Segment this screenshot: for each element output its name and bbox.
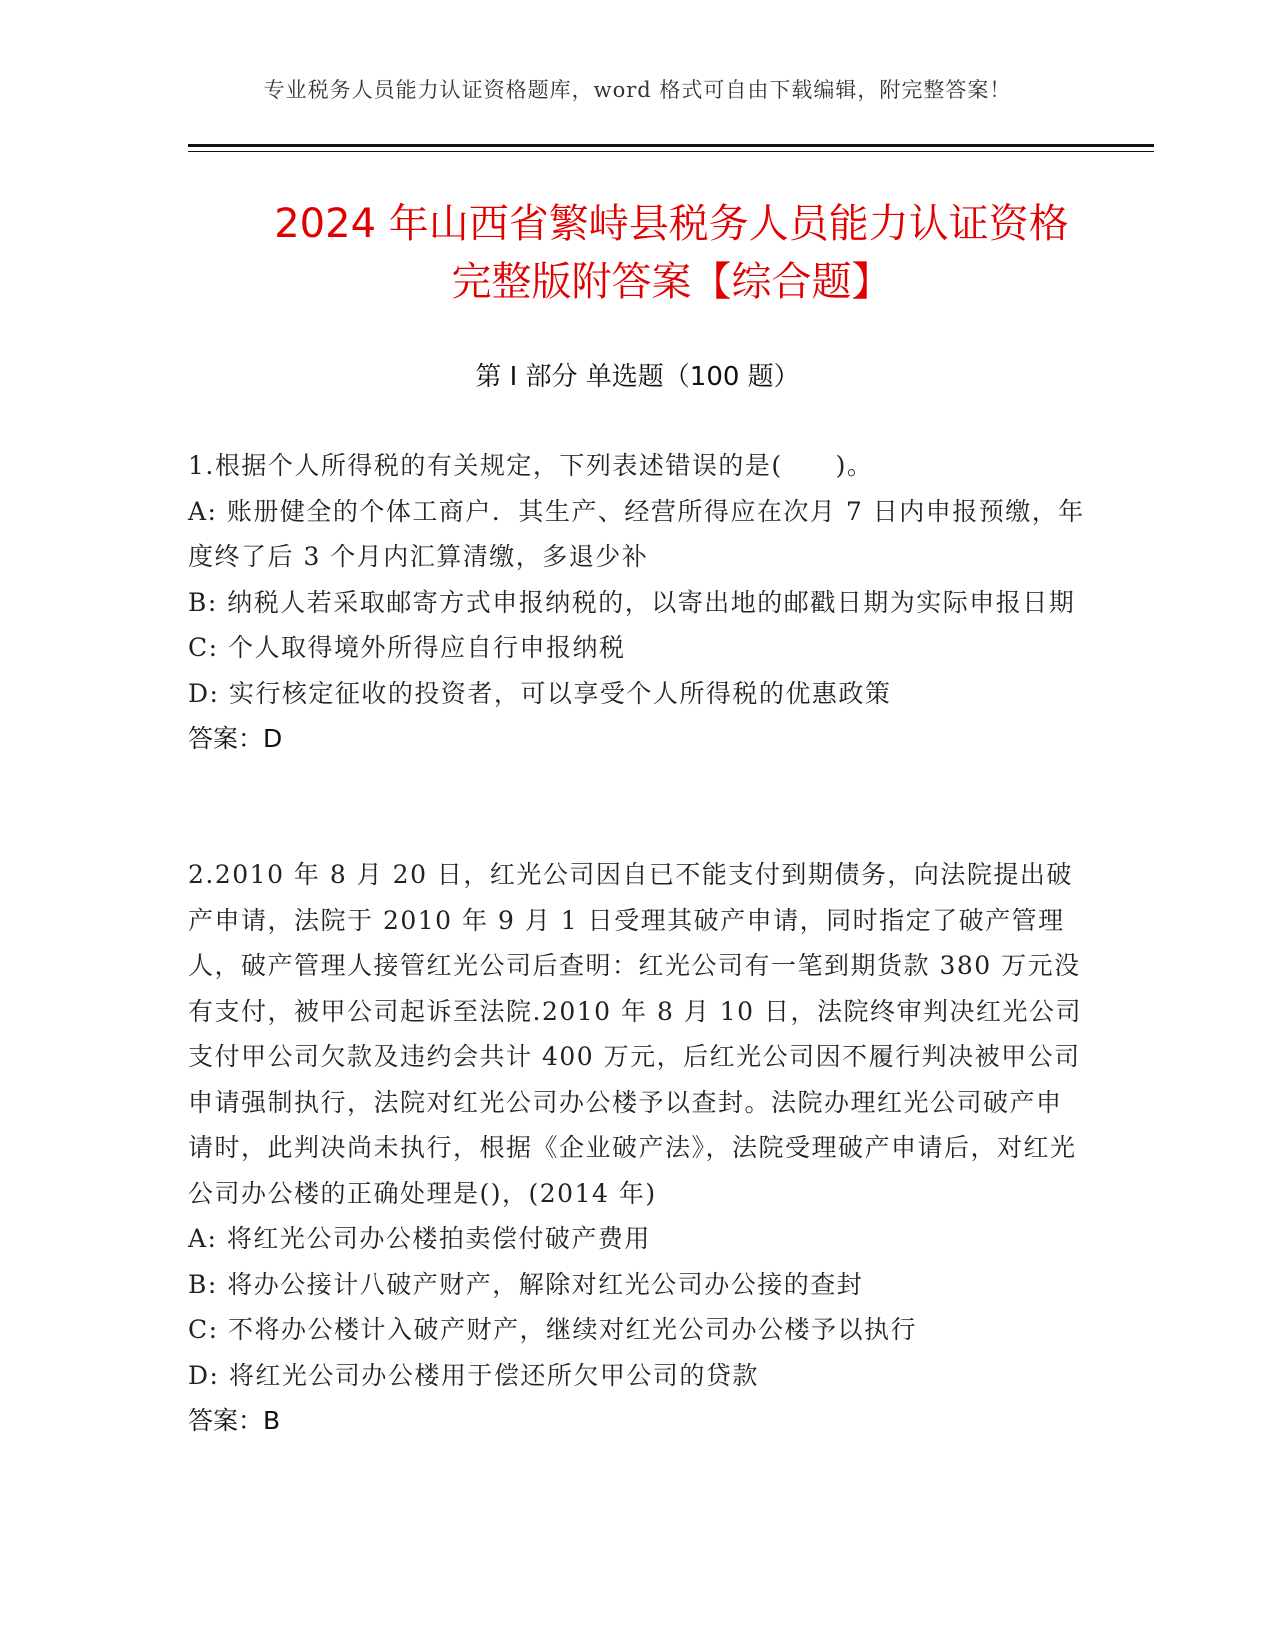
question-1-option-d: D: 实行核定征收的投资者，可以享受个人所得税的优惠政策 — [188, 678, 892, 708]
section-title: 第 I 部分 单选题（100 题） — [475, 362, 800, 392]
question-1 — [188, 443, 1088, 762]
question-2-answer: 答案：B — [188, 1406, 281, 1435]
question-1-answer: 答案：D — [188, 724, 283, 753]
question-1-option-b: B: 纳税人若采取邮寄方式申报纳税的，以寄出地的邮戳日期为实际申报日期 — [188, 587, 1076, 617]
question-2-option-c: C: 不将办公楼计入破产财产，继续对红光公司办公楼予以执行 — [188, 1315, 918, 1344]
document-title-line-1: 2024 年山西省繁峙县税务人员能力认证资格 — [274, 201, 1069, 247]
question-2-option-a: A: 将红光公司办公楼拍卖偿付破产费用 — [188, 1224, 651, 1253]
question-2-text: 2.2010 年 8 月 20 日，红光公司因自已不能支付到期债务，向法院提出破产申请，法院于 2010 年 9 月 1 日受理其破产申请，同时指定了破产管理人，破产管理人接管红光公司后查明：红光公司有一笔到期货款 380 万元没有支付，被甲公司起诉至法院.2010 年 8 月 10 日，法院终审判决红光公司支付甲公司欠款及违约会共计 400 万元，后红光公司因不履行判决被甲公司申请强制执行，法院对红光公司办公楼予以查封。法院办理红光公司破产申请时，此判决尚未执行，根据《企业破产法》，法院受理破产申请后，对红光公司办公楼的正确处理是()，(2014 年) — [188, 860, 1083, 1208]
question-1-option-a: A: 账册健全的个体工商户．其生产、经营所得应在次月 7 日内申报预缴，年度终了后 3 个月内汇算清缴，多退少补 — [188, 496, 1085, 571]
question-2 — [188, 852, 1088, 1444]
question-2-option-b: B: 将办公接计八破产财产，解除对红光公司办公接的查封 — [188, 1269, 864, 1299]
question-1-text: 1.根据个人所得税的有关规定，下列表述错误的是( )。 — [188, 451, 874, 480]
header-note: 专业税务人员能力认证资格题库，word 格式可自由下载编辑，附完整答案！ — [263, 78, 1012, 102]
header-rule-thick — [188, 144, 1154, 147]
header-rule-thin — [188, 151, 1154, 152]
question-2-option-d: D: 将红光公司办公楼用于偿还所欠甲公司的贷款 — [188, 1360, 759, 1390]
question-1-option-c: C: 个人取得境外所得应自行申报纳税 — [188, 633, 626, 662]
document-title — [188, 195, 1155, 311]
document-title-line-2: 完整版附答案【综合题】 — [451, 259, 892, 305]
